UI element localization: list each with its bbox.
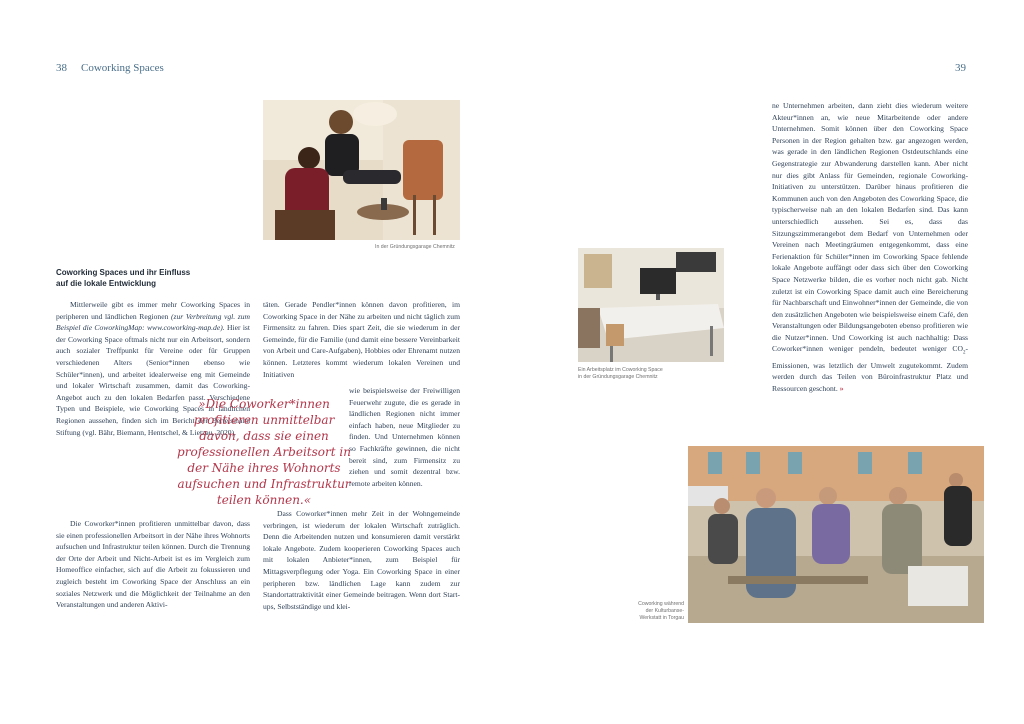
col1-p1-start: Mittlerweile gibt es immer mehr Coworking Spaces in peripheren und ländlichen Regionen <box>56 300 250 321</box>
col3-text-a: ne Unternehmen arbeiten, dann zieht dies wiederum weitere Akteur*innen an, wie neue Mitarbeitende oder andere Unternehmen. Somit können über den Coworking Space Personen in der Region gehalten bzw. gar angezogen werden, was gerade in den ländlichen Regionen Ostdeutschlands eine Gegenstrategie zur Abwanderung darstellen kann. Aber nicht nur dies gibt Anlass für Gemeinden, regionale Coworking-Initiativen zu unterstützen. Darüber hinaus profitieren die Kommunen auch von den Angeboten des Coworking Space, die typischerweise nah an den lokalen Bedarfen sind. Das kann unterschiedlich aussehen. Sei es, dass das Sitzungszimmerangebot dem Bedarf von Unternehmen oder Vereinen nach Meetingräumen entgegenkommt, dass eine Ferienaktion für Schüler*innen im Coworking Space fehlende lokale Angebote auffängt oder dass sich über den Coworking Space Netzwerke bilden, die es vorher noch nicht gab. Nicht zuletzt ist ein Coworking Space damit auch eine Bereicherung für Nachbarschaft und Einwohner*innen der Gemeinde, die von den zusätzlichen Angeboten wie beispielsweise einem Café, den Veranstaltungen oder Bildungsangeboten ebenso profitieren wie die Nutzer*innen. Und Coworking ist auch nachhaltig: Dass Coworker*innen weniger pendeln, bedeutet weniger CO <box>772 101 968 354</box>
co2-subscript: 2 <box>962 350 966 356</box>
section-heading <box>56 267 256 289</box>
photo-caption-3-line1: Coworking während <box>638 601 684 607</box>
photo-desk-workspace <box>578 248 724 362</box>
col1-p2: Die Coworker*innen profitieren unmittelbar davon, dass sie einen professionellen Arbeitsort in der Nähe ihres Wohnorts aufsuchen und Infrastruktur teilen können. Durch die Trennung der Orte der Arbeit und Nicht-Arbeit ist es im Vergleich zum Homeoffice einfacher, sich auf die Arbeit zu fokussieren und zugleich besteht im Coworking Space der Anschluss an ein soziales Netzwerk und die Möglichkeit der Teilnahme an den Veranstaltungen und anderen Aktivi- <box>56 519 250 610</box>
column-2-top <box>263 299 460 380</box>
photo-caption-2-line2: in der Gründungsgarage Chemnitz <box>578 374 658 380</box>
right-page-number: 39 <box>955 62 966 74</box>
photo-caption-3-line3: Werkstatt in Torgau <box>639 615 684 621</box>
column-2-narrow <box>349 385 460 489</box>
photo-outdoor-group <box>688 446 984 623</box>
col2-narrow-1: wie beispielsweise der Freiwilligen Feuerwehr zugute, die es gerade in ländlichen Regionen nicht immer einfach haben, neue Mitglieder zu finden. Und Unternehmen können so Fachkräfte gewinnen, die nicht bereit sind, zum Firmensitz zu ziehen und somit dezentral bzw. remote arbeiten können. <box>349 386 460 488</box>
pull-quote: »Die Coworker*innen profitieren unmittelbar davon, dass sie einen professionellen Arbeitsort in der Nähe ihres Wohnorts aufsuchen und Infrastruktur teilen können.« <box>177 397 351 507</box>
col2-top-text: täten. Gerade Pendler*innen können davon profitieren, im Coworking Space in der Nähe zu arbeiten und nicht täglich zum Firmensitz zu fahren. Dies spart Zeit, die sie wiederum in der Gemeinde, für die Familie (und damit eine bessere Vereinbarkeit von Arbeit und Care-Aufgaben), Hobbies oder Ehrenamt nutzen können. Letzteres kommt wiederum lokalen Vereinen und Initiativen <box>263 300 460 379</box>
photo-caption-3 <box>606 601 684 622</box>
photo-women-reading <box>263 100 460 240</box>
column-1-bottom <box>56 518 250 611</box>
continue-arrow-icon: » <box>839 383 844 393</box>
column-2-bottom <box>263 508 460 612</box>
section-heading-line2: auf die lokale Entwicklung <box>56 279 157 288</box>
col1-p1-rest: Hier ist der Coworking Space oftmals nicht nur ein Arbeitsort, sondern auch sozialer Treffpunkt für Vereine oder für Gruppen verschiedenen Alters (Senior*innen ebenso wie Schüler*innen), und arbeitet idealerweise eng mit Gemeinde und lokaler Wirtschaft zusammen, damit das Coworking-Angebot auch zu den lokalen Bedarfen passt. Verschiedene Typen und Beispiele, wie Coworking Spaces in ländlichen Regionen aussehen, finden sich im Bericht der Bertelsmann Stiftung (vgl. Bähr, Biemann, Hentschel, & Lietzau, 2020). <box>56 323 251 437</box>
section-title: Coworking Spaces <box>81 62 164 74</box>
left-page-number: 38 <box>56 62 67 74</box>
col3-text-b: -Emissionen, was letztlich der Umwelt zugutekommt. Zudem werden durch das Teilen von Büroinfrastruktur Platz und Ressourcen geschont. <box>772 344 968 393</box>
photo-caption-2 <box>578 367 663 381</box>
photo-caption-1: In der Gründungsgarage Chemnitz <box>375 244 455 250</box>
col2-narrow-2: Dass Coworker*innen mehr Zeit in der Wohngemeinde verbringen, ist wiederum der lokalen Wirtschaft zuträglich. Denn die Arbeitenden nutzen und konsumieren damit verstärkt lokale Angebote. Zudem kooperieren Coworking Spaces auch mit lokalen Anbieter*innen, zum Beispiel für Mittagsverpflegung oder Yoga. Ein Coworking Space in einer peripheren bzw. ländlichen Lage kann zudem zur Standortattraktivität einer Gemeinde beitragen. Wenn dort Start-ups, Selbstständige und klei- <box>263 509 460 611</box>
col1-p1-reference: (zur Verbreitung vgl. zum Beispiel die CoworkingMap: www.coworking-map.de). <box>56 311 250 333</box>
section-heading-line1: Coworking Spaces und ihr Einfluss <box>56 268 191 277</box>
column-3 <box>772 100 968 394</box>
photo-caption-3-line2: der Kulturbanse- <box>645 608 684 614</box>
photo-caption-2-line1: Ein Arbeitsplatz im Coworking Space <box>578 367 663 373</box>
